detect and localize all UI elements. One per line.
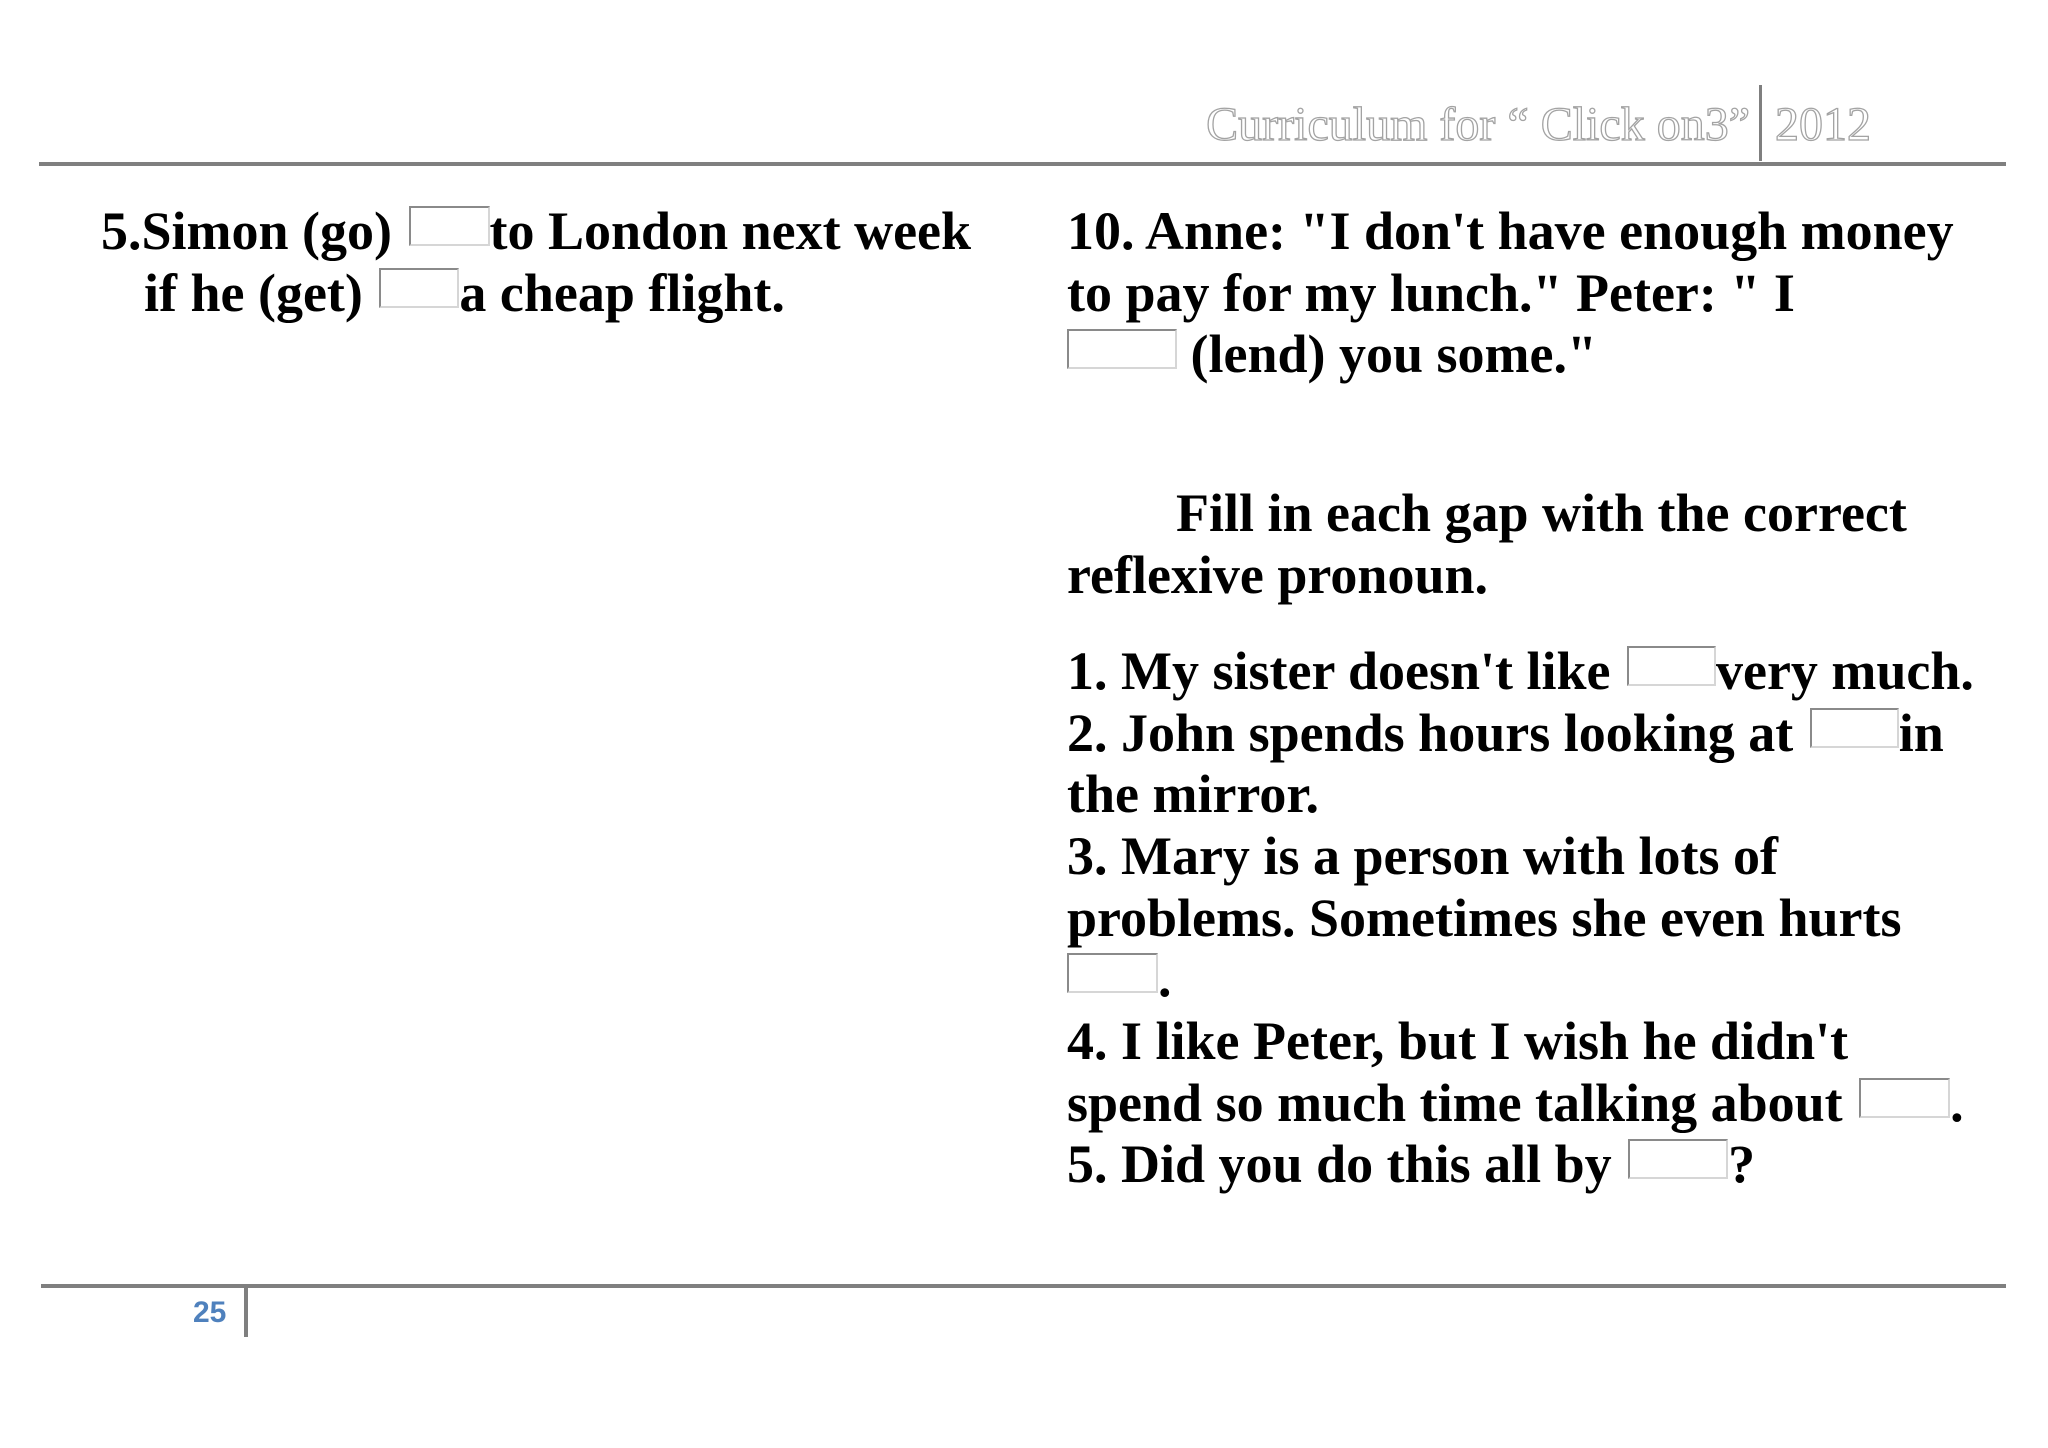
item-4-text-line-1: 4. I like Peter, but I wish he didn't xyxy=(1067,1011,1849,1071)
instructions-line-1 xyxy=(1176,482,1907,544)
item-3-text-line-1: 3. Mary is a person with lots of xyxy=(1067,826,1778,886)
q10-line-3 xyxy=(1067,323,1597,385)
item-4-text-after: . xyxy=(1950,1073,1964,1133)
q5-text-before-get: if he (get) xyxy=(144,263,377,323)
item-3-text-after: . xyxy=(1158,948,1172,1008)
gap-input-get[interactable] xyxy=(379,268,459,308)
q5-text-after-get: a cheap flight. xyxy=(459,263,785,323)
item-2-line-2 xyxy=(1067,763,1319,825)
gap-input-item-2[interactable] xyxy=(1810,708,1899,748)
q5-number: 5. xyxy=(101,201,142,261)
instructions-text-2: reflexive pronoun. xyxy=(1067,545,1489,605)
q5-text-after-go: to London next week xyxy=(489,201,972,261)
gap-input-lend[interactable] xyxy=(1067,329,1177,369)
gap-input-go[interactable] xyxy=(409,206,490,246)
q5-text-before-go: Simon (go) xyxy=(141,201,406,261)
q10-text-1: 10. Anne: "I don't have enough money xyxy=(1067,201,1954,261)
gap-input-item-4[interactable] xyxy=(1859,1078,1950,1118)
header-rule xyxy=(39,162,2006,166)
gap-input-item-1[interactable] xyxy=(1627,646,1716,686)
item-1-text-after: very much. xyxy=(1715,641,1974,701)
q5-line-2 xyxy=(144,262,785,324)
item-5-text-after: ? xyxy=(1728,1134,1756,1194)
item-3-line-2 xyxy=(1067,887,1901,949)
item-2-text-line-2: the mirror. xyxy=(1067,764,1319,824)
q10-line-1 xyxy=(1067,200,1954,262)
footer-divider xyxy=(244,1287,248,1337)
gap-input-item-5[interactable] xyxy=(1628,1139,1728,1179)
instructions-line-2 xyxy=(1067,544,1488,606)
gap-input-item-3[interactable] xyxy=(1067,953,1158,993)
header-year: 2012 xyxy=(1775,98,1871,151)
item-3-line-1 xyxy=(1067,825,1778,887)
q5-line-1 xyxy=(101,200,971,262)
item-3-line-3 xyxy=(1067,947,1172,1009)
item-4-text-before: spend so much time talking about xyxy=(1067,1073,1857,1133)
item-5-text-before: 5. Did you do this all by xyxy=(1067,1134,1626,1194)
item-4-line-2 xyxy=(1067,1072,1964,1134)
header-title: Curriculum for “ Click on3” xyxy=(1206,98,1750,151)
footer-rule xyxy=(41,1284,2006,1288)
item-5 xyxy=(1067,1133,1755,1195)
item-2-text-after: in xyxy=(1898,703,1944,763)
item-3-text-line-2: problems. Sometimes she even hurts xyxy=(1067,888,1902,948)
item-1 xyxy=(1067,640,1974,702)
header-divider xyxy=(1759,85,1762,161)
page-number: 25 xyxy=(193,1296,227,1329)
item-2-line-1 xyxy=(1067,702,1944,764)
q10-line-2 xyxy=(1067,262,1795,324)
instructions-text-1: Fill in each gap with the correct xyxy=(1176,483,1907,543)
item-2-text-before: 2. John spends hours looking at xyxy=(1067,703,1807,763)
q10-text-3: (lend) you some." xyxy=(1177,324,1597,384)
item-1-text-before: 1. My sister doesn't like xyxy=(1067,641,1624,701)
item-4-line-1 xyxy=(1067,1010,1848,1072)
q10-text-2: to pay for my lunch." Peter: " I xyxy=(1067,263,1795,323)
